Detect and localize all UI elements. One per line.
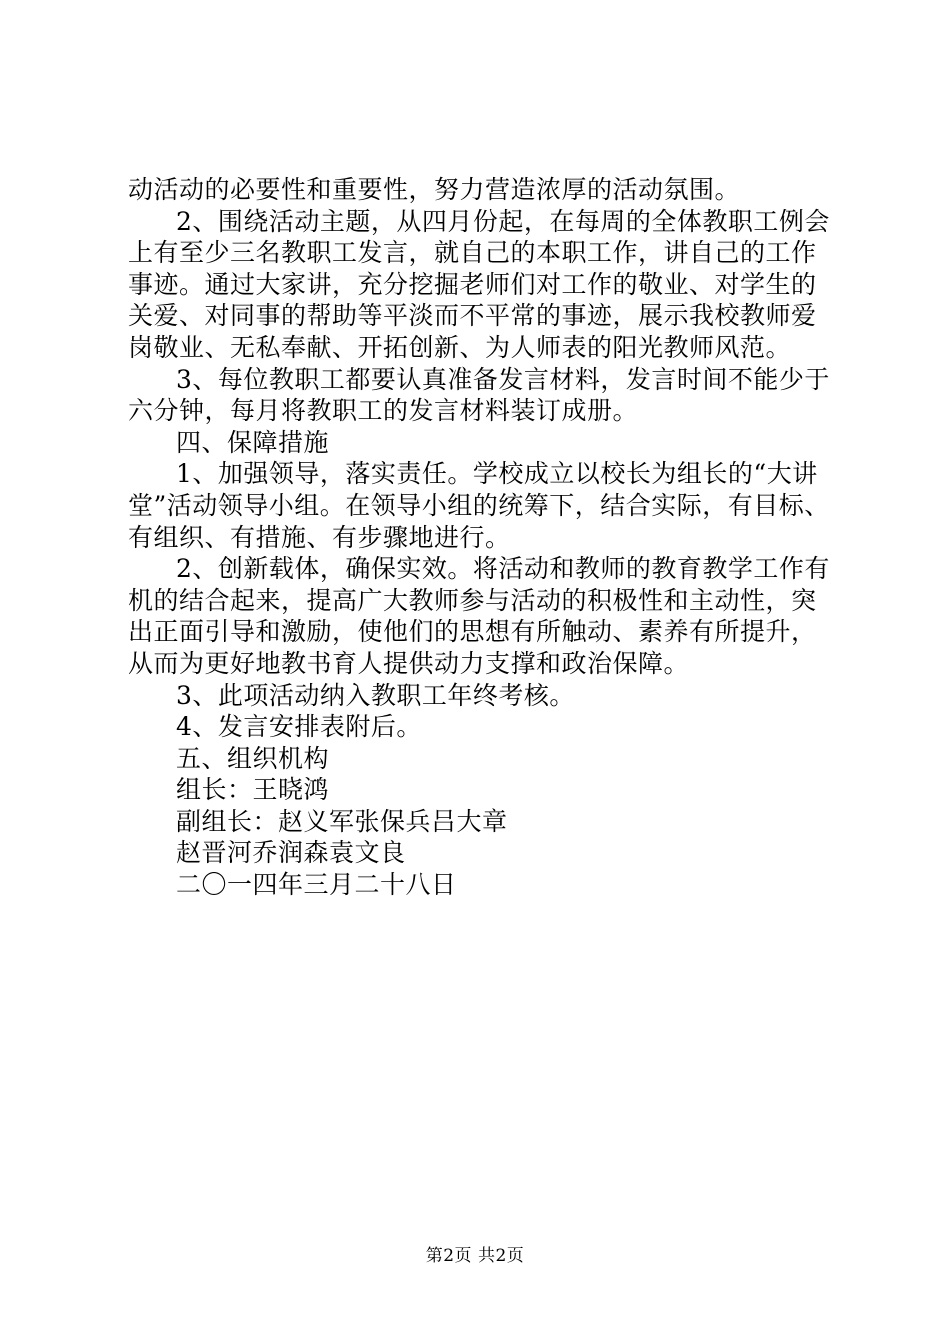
- paragraph-line: 动活动的必要性和重要性，努力营造浓厚的活动氛围。: [128, 175, 741, 204]
- paragraph-line: 3、此项活动纳入教职工年终考核。: [176, 680, 575, 710]
- date-line: 二〇一四年三月二十八日: [176, 870, 457, 900]
- paragraph-line: 2、创新载体，确保实效。将活动和教师的教育教学工作有: [176, 554, 830, 584]
- deputy-leader-line: 副组长：赵义军张保兵吕大章: [176, 806, 508, 836]
- section-heading: 五、组织机构: [176, 743, 330, 773]
- document-body: [128, 174, 838, 901]
- paragraph-line: 岗敬业、无私奉献、开拓创新、为人师表的阳光教师风范。: [128, 332, 792, 362]
- paragraph-line: 有组织、有措施、有步骤地进行。: [128, 522, 511, 552]
- paragraph-line: 堂”活动领导小组。在领导小组的统筹下，结合实际，有目标、: [128, 490, 830, 520]
- paragraph-line: 上有至少三名教职工发言，就自己的本职工作，讲自己的工作: [128, 238, 817, 268]
- paragraph-line: 事迹。通过大家讲，充分挖掘老师们对工作的敬业、对学生的: [128, 269, 817, 299]
- paragraph-line: 1、加强领导，落实责任。学校成立以校长为组长的“大讲: [176, 459, 818, 489]
- paragraph-line: 4、发言安排表附后。: [176, 712, 422, 742]
- paragraph-line: 关爱、对同事的帮助等平淡而不平常的事迹，展示我校教师爱: [128, 301, 817, 331]
- paragraph-line: 3、每位教职工都要认真准备发言材料，发言时间不能少于: [176, 364, 830, 394]
- paragraph-line: 六分钟，每月将教职工的发言材料装订成册。: [128, 396, 639, 426]
- section-heading: 四、保障措施: [176, 427, 330, 457]
- members-line: 赵晋河乔润森袁文良: [176, 838, 406, 868]
- group-leader-line: 组长：王晓鸿: [176, 775, 330, 805]
- paragraph-line: 从而为更好地教书育人提供动力支撑和政治保障。: [128, 648, 690, 678]
- paragraph-line: 机的结合起来，提高广大教师参与活动的积极性和主动性，突: [128, 585, 817, 615]
- page-number-footer: 第2页 共2页: [425, 1246, 525, 1266]
- paragraph-line: 2、围绕活动主题，从四月份起，在每周的全体教职工例会: [176, 206, 830, 236]
- paragraph-line: 出正面引导和激励，使他们的思想有所触动、素养有所提升，: [128, 617, 817, 647]
